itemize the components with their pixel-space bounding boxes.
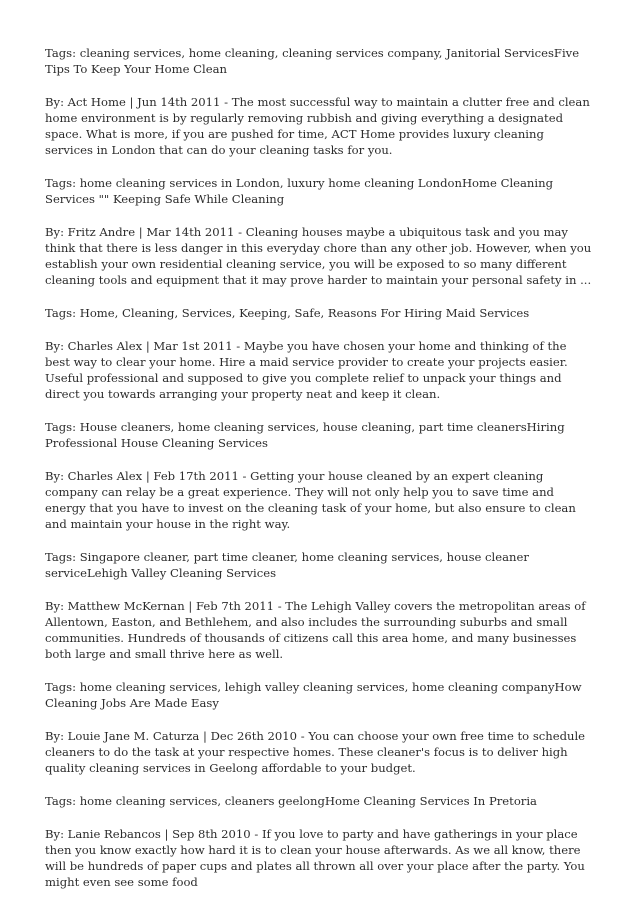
tags-paragraph-6: Tags: home cleaning services, lehigh valley cleaning services, home cleaning companyHow Cleaning Jobs Are Made Easy xyxy=(45,680,582,710)
document-page xyxy=(45,45,595,907)
article-summary-7: By: Lanie Rebancos | Sep 8th 2010 - If you love to party and have gatherings in your place then you know exactly how hard it is to clean your house afterwards. As we all know, there will be hundreds of paper cups and plates all thrown all over your place after the party. You might even see some food xyxy=(45,827,585,889)
article-summary-3: By: Charles Alex | Mar 1st 2011 - Maybe you have chosen your home and thinking of the best way to clear your home. Hire a maid service provider to create your projects easier. Useful professional and supposed to give you complete relief to unpack your things and direct you towards arranging your property neat and keep it clean. xyxy=(45,339,568,401)
tags-paragraph-4: Tags: House cleaners, home cleaning services, house cleaning, part time cleanersHiring Professional House Cleaning Services xyxy=(45,420,565,450)
tags-paragraph-2: Tags: home cleaning services in London, luxury home cleaning LondonHome Cleaning Services "" Keeping Safe While Cleaning xyxy=(45,176,553,206)
tags-paragraph-3: Tags: Home, Cleaning, Services, Keeping, Safe, Reasons For Hiring Maid Services xyxy=(45,306,530,320)
article-summary-5: By: Matthew McKernan | Feb 7th 2011 - The Lehigh Valley covers the metropolitan areas of Allentown, Easton, and Bethlehem, and also includes the surrounding suburbs and small communities. Hundreds of thousands of citizens call this area home, and many businesses both large and small thrive here as well. xyxy=(45,599,586,661)
article-summary-6: By: Louie Jane M. Caturza | Dec 26th 2010 - You can choose your own free time to schedule cleaners to do the task at your respective homes. These cleaner's focus is to deliver high quality cleaning services in Geelong affordable to your budget. xyxy=(45,729,586,775)
article-summary-2: By: Fritz Andre | Mar 14th 2011 - Cleaning houses maybe a ubiquitous task and you may think that there is less danger in this everyday chore than any other job. However, when you establish your own residential cleaning service, you will be exposed to so many different cleaning tools and equipment that it may prove harder to maintain your personal safety in ... xyxy=(45,225,592,287)
tags-paragraph-5: Tags: Singapore cleaner, part time cleaner, home cleaning services, house cleaner serviceLehigh Valley Cleaning Services xyxy=(45,550,529,580)
article-summary-1: By: Act Home | Jun 14th 2011 - The most successful way to maintain a clutter free and clean home environment is by regularly removing rubbish and giving everything a designated space. What is more, if you are pushed for time, ACT Home provides luxury cleaning services in London that can do your cleaning tasks for you. xyxy=(45,95,590,157)
tags-paragraph-7: Tags: home cleaning services, cleaners geelongHome Cleaning Services In Pretoria xyxy=(45,794,537,808)
article-summary-4: By: Charles Alex | Feb 17th 2011 - Getting your house cleaned by an expert cleaning company can relay be a great experience. They will not only help you to save time and energy that you have to invest on the cleaning task of your home, but also ensure to clean and maintain your house in the right way. xyxy=(45,469,576,531)
tags-paragraph-1: Tags: cleaning services, home cleaning, cleaning services company, Janitorial ServicesFive Tips To Keep Your Home Clean xyxy=(45,46,580,76)
